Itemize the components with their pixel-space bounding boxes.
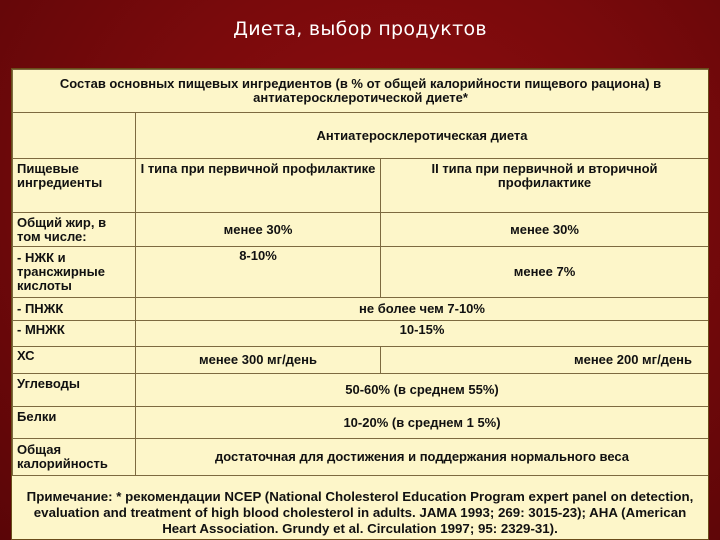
slide-title: Диета, выбор продуктов	[233, 18, 487, 40]
row-label-pufa: - ПНЖК	[13, 298, 136, 321]
empty-corner-cell	[13, 113, 136, 159]
mufa-value: 10-15%	[136, 321, 709, 347]
trans-fat-type1: 8-10%	[136, 247, 381, 298]
column-header-ingredients: Пищевые ингредиенты	[13, 159, 136, 213]
row-label-total-fat: Общий жир, в том числе:	[13, 213, 136, 247]
cholesterol-type2: менее 200 мг/день	[381, 347, 709, 374]
diet-composition-table	[12, 69, 709, 476]
column-header-type2: II типа при первичной и вторичной профилактике	[381, 159, 709, 213]
row-label-mufa: - МНЖК	[13, 321, 136, 347]
total-fat-type2: менее 30%	[381, 213, 709, 247]
diet-header: Антиатеросклеротическая диета	[136, 113, 709, 159]
pufa-value: не более чем 7-10%	[136, 298, 709, 321]
row-label-calories: Общая калорийность	[13, 439, 136, 476]
diet-table-panel	[11, 68, 709, 540]
calories-value: достаточная для достижения и поддержания нормального веса	[136, 439, 709, 476]
trans-fat-type2: менее 7%	[381, 247, 709, 298]
table-caption: Состав основных пищевых ингредиентов (в % от общей калорийности пищевого рациона) в антиатеросклеротической диете*	[13, 70, 709, 113]
row-label-trans-fat: - НЖК и трансжирные кислоты	[13, 247, 136, 298]
row-label-carbs: Углеводы	[13, 374, 136, 407]
table-footnote: Примечание: * рекомендации NCEP (National Cholesterol Education Program expert panel on detection, evaluation and treatment of high blood cholesterol in adults. JAMA 1993; 269: 3015-23); AHA (American Heart Association. Grundy et al. Circulation 1997; 95: 2329-31).	[26, 489, 694, 536]
row-label-cholesterol: ХС	[13, 347, 136, 374]
total-fat-type1: менее 30%	[136, 213, 381, 247]
cholesterol-type1: менее 300 мг/день	[136, 347, 381, 374]
protein-value: 10-20% (в среднем 1 5%)	[136, 407, 709, 439]
row-label-protein: Белки	[13, 407, 136, 439]
carbs-value: 50-60% (в среднем 55%)	[136, 374, 709, 407]
column-header-type1: I типа при первичной профилактике	[136, 159, 381, 213]
